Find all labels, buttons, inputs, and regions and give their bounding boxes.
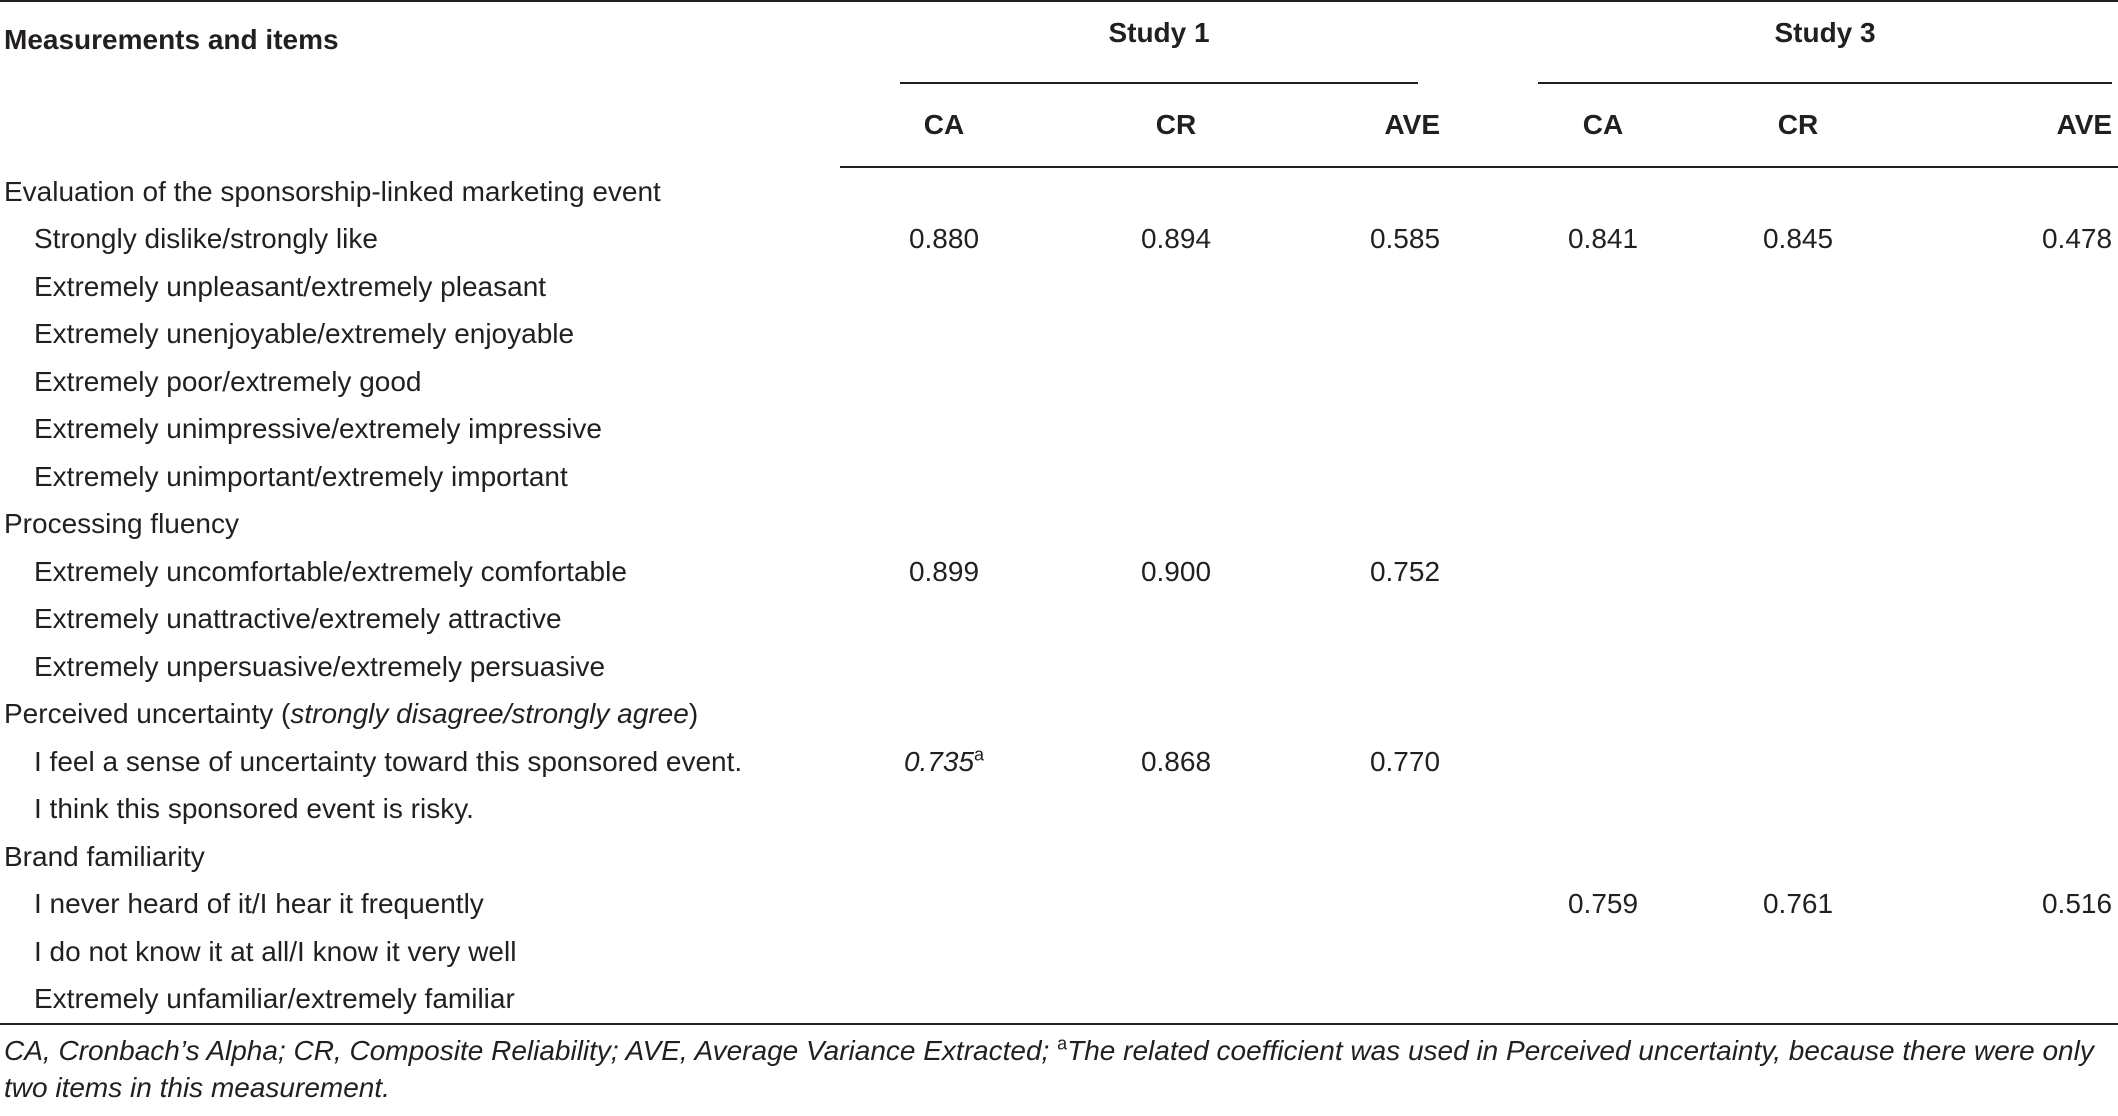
value-cell — [1048, 928, 1304, 976]
subheader-ave-study1: AVE — [1304, 84, 1448, 167]
table-row — [0, 976, 2118, 1025]
measurement-label: Brand familiarity — [4, 840, 205, 872]
group-row — [0, 833, 2118, 881]
item-label: I feel a sense of uncertainty toward this sponsored event. — [34, 745, 743, 777]
item-label: I do not know it at all/I know it very well — [34, 935, 517, 967]
value-cell — [1048, 311, 1304, 359]
value-cell — [1448, 786, 1698, 834]
value-cell — [1304, 596, 1448, 644]
table-row — [0, 453, 2118, 501]
value-cell: 0.585 — [1369, 223, 1441, 255]
value-cell — [1304, 453, 1448, 501]
measurement-label: Perceived uncertainty (strongly disagree/strongly agree) — [4, 698, 699, 730]
value-cell — [1898, 643, 2118, 691]
value-cell — [1698, 548, 1898, 596]
value-cell — [1898, 738, 2118, 786]
value-cell — [1698, 928, 1898, 976]
value-cell — [1048, 881, 1304, 929]
value-cell: 0.761 — [1762, 888, 1834, 920]
item-label: I never heard of it/I hear it frequently — [34, 888, 484, 920]
subheader-ave-study3: AVE — [1898, 84, 2118, 167]
header-study1: Study 1 — [840, 1, 1448, 84]
value-cell — [840, 358, 1048, 406]
value-cell — [1448, 311, 1698, 359]
table-row — [0, 738, 2118, 786]
value-cell — [840, 881, 1048, 929]
value-cell — [1698, 786, 1898, 834]
value-cell — [1448, 643, 1698, 691]
value-cell — [1048, 263, 1304, 311]
value-cell — [1304, 643, 1448, 691]
table-row — [0, 263, 2118, 311]
value-cell — [840, 786, 1048, 834]
value-cell — [1304, 976, 1448, 1025]
subheader-cr-study1: CR — [1048, 84, 1304, 167]
value-cell — [1448, 263, 1698, 311]
item-label: Extremely unimportant/extremely important — [34, 460, 568, 492]
value-cell — [1698, 311, 1898, 359]
value-cell — [1898, 406, 2118, 454]
value-cell — [840, 643, 1048, 691]
value-cell — [1698, 738, 1898, 786]
value-cell — [1898, 786, 2118, 834]
item-label: Extremely unpleasant/extremely pleasant — [34, 270, 547, 302]
value-cell — [1048, 453, 1304, 501]
value-cell — [1448, 738, 1698, 786]
value-cell — [840, 406, 1048, 454]
table-header — [0, 1, 2118, 167]
value-cell — [1304, 928, 1448, 976]
value-cell — [1898, 548, 2118, 596]
value-cell: 0.516 — [2041, 888, 2113, 920]
value-cell — [1898, 311, 2118, 359]
table-row — [0, 881, 2118, 929]
value-cell — [1048, 358, 1304, 406]
table-row — [0, 548, 2118, 596]
value-cell — [1048, 976, 1304, 1025]
item-label: Extremely uncomfortable/extremely comfortable — [34, 555, 627, 587]
item-label: Extremely unattractive/extremely attractive — [34, 603, 562, 635]
subheader-cr-study3: CR — [1698, 84, 1898, 167]
value-cell: 0.770 — [1369, 745, 1441, 777]
table-row — [0, 311, 2118, 359]
value-cell — [1304, 881, 1448, 929]
item-label: Extremely unfamiliar/extremely familiar — [0, 976, 840, 1025]
value-cell — [1448, 928, 1698, 976]
value-cell — [1898, 596, 2118, 644]
value-cell — [1898, 928, 2118, 976]
value-cell — [1698, 643, 1898, 691]
value-cell — [1898, 263, 2118, 311]
value-cell — [840, 263, 1048, 311]
table-row — [0, 406, 2118, 454]
value-cell — [1304, 263, 1448, 311]
value-cell — [1698, 596, 1898, 644]
value-cell: 0.880 — [908, 223, 980, 255]
value-cell: 0.894 — [1140, 223, 1212, 255]
value-cell — [840, 596, 1048, 644]
table-row — [0, 643, 2118, 691]
group-row — [0, 691, 2118, 739]
value-cell — [1898, 358, 2118, 406]
header-study3: Study 3 — [1448, 1, 2118, 84]
table-row — [0, 358, 2118, 406]
value-cell: 0.841 — [1567, 223, 1639, 255]
value-cell: 0.868 — [1140, 745, 1212, 777]
value-cell — [1448, 596, 1698, 644]
table-row — [0, 216, 2118, 264]
value-cell — [1048, 406, 1304, 454]
value-cell — [1048, 596, 1304, 644]
value-cell: 0.752 — [1369, 555, 1441, 587]
value-cell — [1698, 453, 1898, 501]
value-cell — [1898, 976, 2118, 1025]
value-cell — [1304, 358, 1448, 406]
item-label: Strongly dislike/strongly like — [34, 223, 378, 255]
value-cell — [1898, 453, 2118, 501]
value-cell — [1448, 358, 1698, 406]
value-cell — [1448, 976, 1698, 1025]
subheader-ca-study1: CA — [840, 84, 1048, 167]
value-cell — [1698, 976, 1898, 1025]
table-row — [0, 596, 2118, 644]
value-cell — [1698, 406, 1898, 454]
item-label: I think this sponsored event is risky. — [34, 793, 474, 825]
item-label: Extremely unimpressive/extremely impressive — [34, 413, 602, 445]
value-cell — [1448, 548, 1698, 596]
value-cell — [840, 928, 1048, 976]
value-cell — [840, 453, 1048, 501]
value-cell — [1048, 643, 1304, 691]
value-cell: 0.478 — [2041, 223, 2113, 255]
value-cell: 0.759 — [1567, 888, 1639, 920]
header-measurements-items: Measurements and items — [0, 1, 840, 167]
value-cell — [1698, 358, 1898, 406]
table-row — [0, 786, 2118, 834]
table-row — [0, 928, 2118, 976]
value-cell — [1304, 786, 1448, 834]
value-cell: 0.735$^a$ — [903, 744, 985, 777]
value-cell — [1698, 263, 1898, 311]
value-cell: 0.899 — [908, 555, 980, 587]
group-row — [0, 167, 2118, 216]
value-cell — [1448, 453, 1698, 501]
item-label: Extremely poor/extremely good — [34, 365, 422, 397]
value-cell — [840, 976, 1048, 1025]
item-label: Extremely unpersuasive/extremely persuasive — [34, 650, 606, 682]
measurement-label: Processing fluency — [4, 508, 240, 540]
item-label: Extremely unenjoyable/extremely enjoyable — [34, 318, 575, 350]
value-cell — [1448, 406, 1698, 454]
table-footnote: CA, Cronbach’s Alpha; CR, Composite Reliability; AVE, Average Variance Extracted; $^a$The related coefficient was used in Perceived uncertainty, because there were only two items in this measurement. — [4, 1033, 2094, 1103]
table-body — [0, 167, 2118, 1024]
value-cell: 0.900 — [1140, 555, 1212, 587]
measurement-label: Evaluation of the sponsorship-linked marketing event — [4, 175, 661, 207]
value-cell: 0.845 — [1762, 223, 1834, 255]
value-cell — [840, 311, 1048, 359]
value-cell — [1048, 786, 1304, 834]
value-cell — [1304, 406, 1448, 454]
subheader-ca-study3: CA — [1448, 84, 1698, 167]
group-row — [0, 501, 2118, 549]
value-cell — [1304, 311, 1448, 359]
